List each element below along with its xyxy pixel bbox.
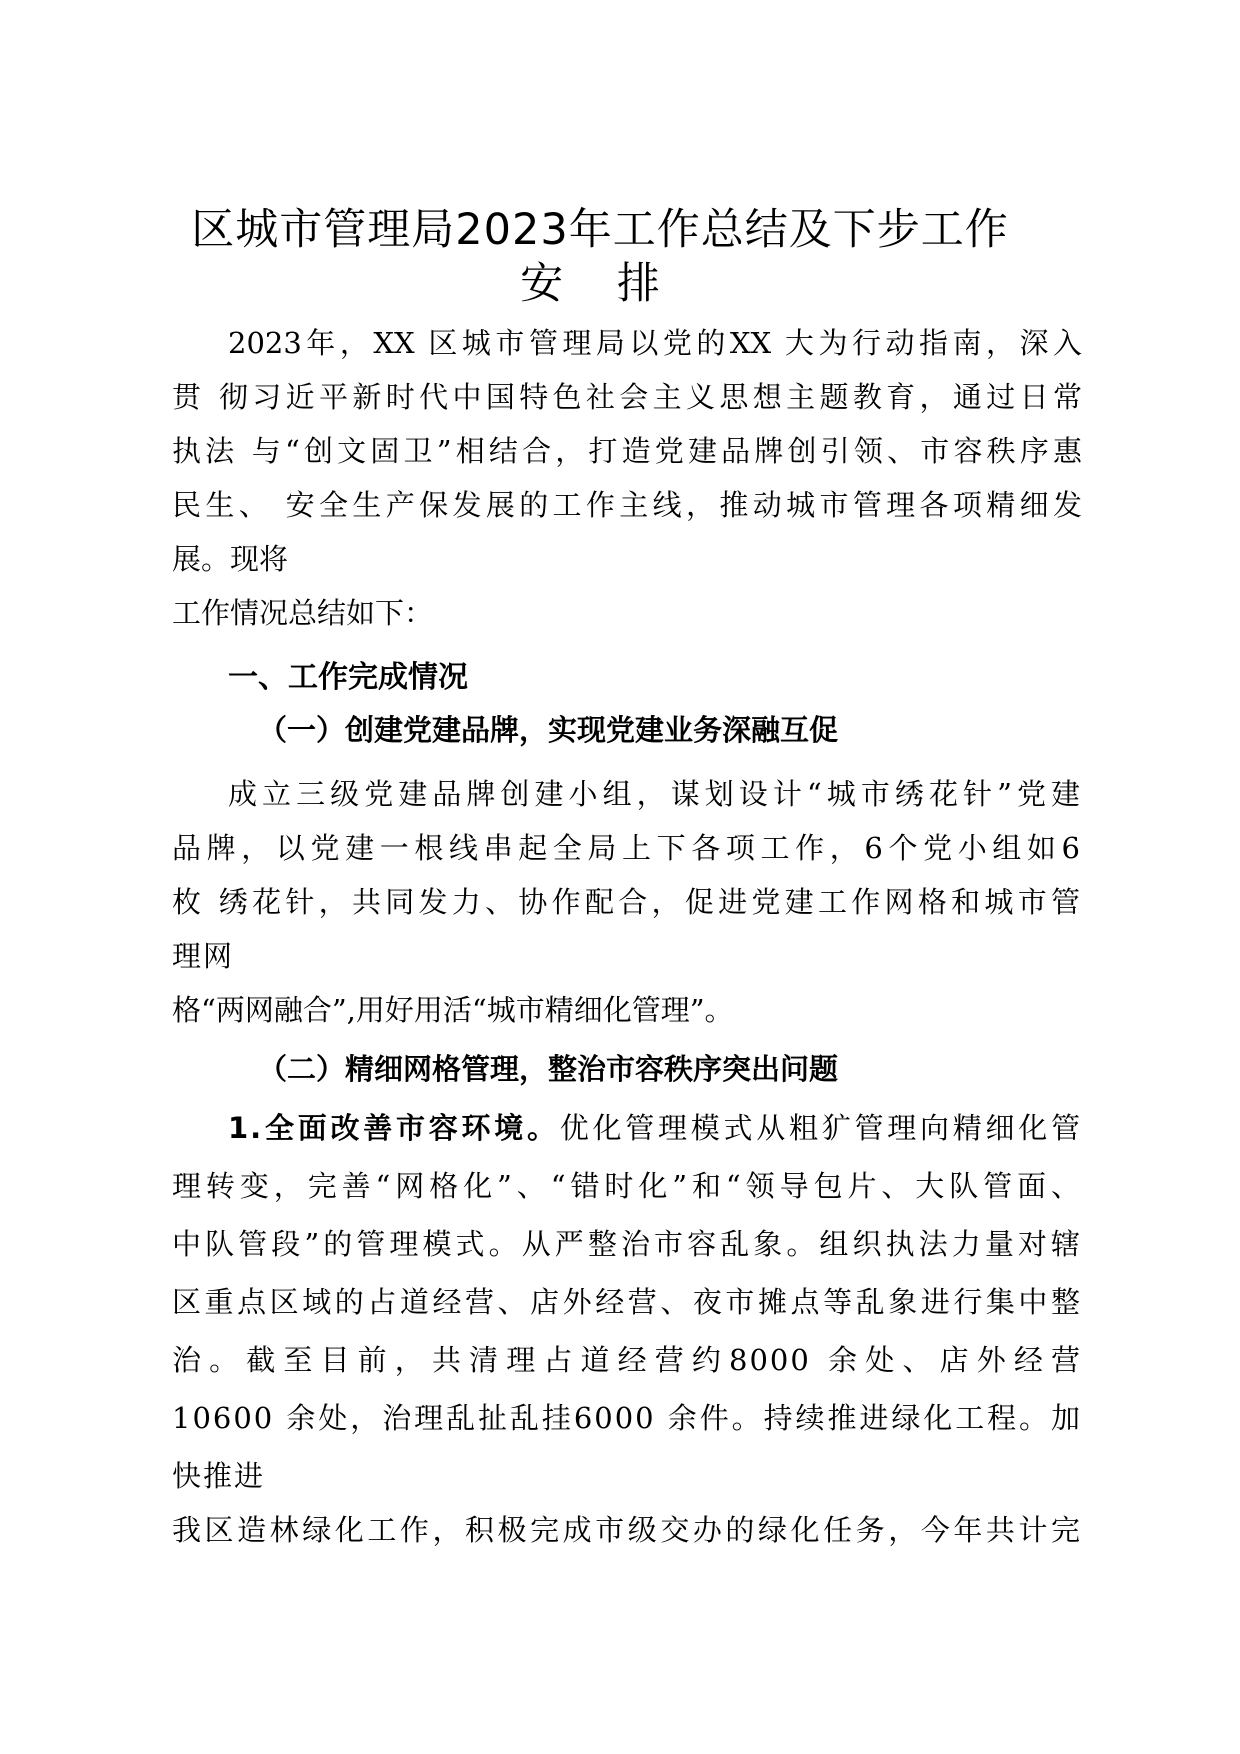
subsection-heading: （二）精细网格管理，整治市容秩序突出问题 [258, 1052, 839, 1086]
intro-line: 执法 与“创文固卫”相结合，打造党建品牌创引领、市容秩序惠 [172, 434, 1082, 468]
paragraph-line: 10600 余处，治理乱扯乱挂6000 余件。持续推进绿化工程。加 [172, 1401, 1082, 1435]
item-lead: 1.全面改善市容环境。 [228, 1111, 560, 1145]
paragraph-line: 我区造林绿化工作，积极完成市级交办的绿化任务，今年共计完 [172, 1513, 1082, 1547]
paragraph-line [228, 1106, 1082, 1147]
intro-line: 展。现将 [172, 542, 289, 576]
document-title-line-2: 安 排 [520, 259, 680, 309]
item-text: 优化管理模式从粗犷管理向精细化管 [559, 1111, 1082, 1145]
paragraph-line: 治。截至目前，共清理占道经营约8000 余处、店外经营 [172, 1343, 1082, 1377]
paragraph-line: 枚 绣花针，共同发力、协作配合，促进党建工作网格和城市管 [172, 885, 1082, 919]
intro-line: 贯 彻习近平新时代中国特色社会主义思想主题教育，通过日常 [172, 380, 1082, 414]
document-title-line-1: 区城市管理局2023年工作总结及下步工作 [191, 205, 1009, 255]
paragraph-line: 中队管段”的管理模式。从严整治市容乱象。组织执法力量对辖 [172, 1227, 1082, 1261]
paragraph-line: 区重点区域的占道经营、店外经营、夜市摊点等乱象进行集中整 [172, 1285, 1082, 1319]
intro-line: 民生、 安全生产保发展的工作主线，推动城市管理各项精细发 [172, 488, 1082, 522]
paragraph-line: 理网 [172, 939, 235, 973]
subsection-heading: （一）创建党建品牌，实现党建业务深融互促 [258, 713, 839, 747]
section-heading: 一、工作完成情况 [228, 660, 468, 695]
intro-line: 2023年，XX 区城市管理局以党的XX 大为行动指南，深入 [228, 326, 1082, 360]
paragraph-line: 格“两网融合”,用好用活“城市精细化管理”。 [172, 993, 734, 1027]
intro-line: 工作情况总结如下： [172, 596, 434, 630]
paragraph-line: 成立三级党建品牌创建小组，谋划设计“城市绣花针”党建 [228, 777, 1082, 811]
paragraph-line: 品牌，以党建一根线串起全局上下各项工作，6个党小组如6 [172, 831, 1082, 865]
paragraph-line: 理转变，完善“网格化”、“错时化”和“领导包片、大队管面、 [172, 1169, 1082, 1203]
paragraph-line: 快推进 [172, 1459, 266, 1493]
